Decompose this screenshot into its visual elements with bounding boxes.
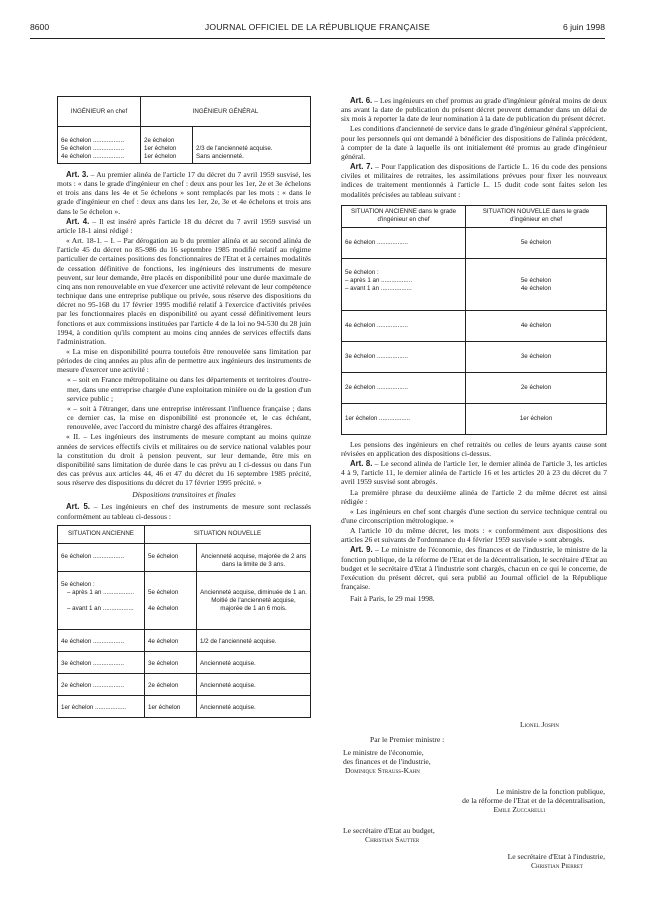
article-text: – Les ingénieurs en chef des instruments de mesure sont reclassés conformément au tableau ci-dessous :	[57, 502, 311, 521]
paragraph: « Art. 18-1. – I. – Par dérogation au b du premier alinéa et au second alinéa de l'article 45 du décret no 85-986 du 16 septembre 1985 modifié relatif au régime particulier de certaines positions des fonctionnaires de l'Etat et à certaines modalités de cessation définitive de fonctions, les ingénieurs des instruments de mesure peuvent, sur leur demande, être placés en disponibilité pour une durée maximale de cinq ans non renouvelable en vue d'exercer une activité relevant de leur compétence technique dans une entreprise publique ou privée, sous réserve des dispositions du décret no 95-168 du 17 février 1995 modifié relatif à l'exercice d'activités privées par les fonctionnaires placés en disponibilité ou ayant cessé définitivement leurs fonctions et aux commissions instituées par l'article 4 de la loi no 94-530 du 28 juin 1994, à condition qu'ils comptent au moins cinq années de services effectifs dans l'administration.	[57, 236, 311, 346]
signatory-title: Le secrétaire d'Etat à l'industrie,	[507, 852, 605, 861]
table1-new-col	[141, 127, 193, 164]
section-title: Dispositions transitoires et finales	[132, 490, 236, 500]
paragraph: La première phrase du deuxième alinéa de l'article 2 du même décret est ainsi rédigée :	[341, 487, 607, 506]
table-row	[58, 673, 311, 695]
table2-cell: 4e échelon ..................	[58, 629, 145, 651]
paragraph: Les conditions d'ancienneté de service dans le grade d'ingénieur général s'apprécient, pour les personnels qui ont demandé à bénéficier des dispositions de l'alinéa précédent, à compter de la date à laquelle ils ont initialement été promus au grade d'ingénieur général.	[341, 124, 607, 161]
table2-header-col1: SITUATION ANCIENNE	[58, 525, 145, 543]
paragraph: « – soit en France métropolitaine ou dans les départements et territoires d'outre-mer, dans une entreprise chargée d'une exploitation minière ou de la gestion d'un service public ;	[67, 375, 311, 403]
table-pensions	[341, 205, 607, 435]
table1-note-col	[193, 127, 311, 164]
signatory-title: Le ministre de la fonction publique,	[496, 787, 605, 796]
table3-cell: 2e échelon	[466, 372, 607, 403]
done-at-paris: Fait à Paris, le 29 mai 1998.	[350, 594, 435, 604]
article-text: – Il est inséré après l'article 18 du décret du 7 avril 1959 susvisé un article 18-1 ainsi rédigé :	[57, 216, 311, 235]
table3-cell: 3e échelon ..................	[342, 341, 466, 372]
table2-cell: 4e échelon	[145, 629, 197, 651]
table1-cell: 1er échelon	[144, 145, 177, 152]
article-label: Art. 8.	[350, 459, 373, 469]
table-row	[58, 571, 311, 629]
article-label: Art. 3.	[66, 170, 89, 179]
table-row	[58, 695, 311, 717]
table3-header-col1: SITUATION ANCIENNE dans le grade d'ingénieur en chef	[342, 205, 466, 227]
table1-header-col1: INGÉNIEUR en chef	[58, 97, 141, 127]
table2-line: – avant 1 an ..................	[67, 604, 134, 612]
table1-cell	[196, 137, 307, 145]
table1-cell: 4e échelon ..................	[61, 153, 124, 160]
table-row	[342, 403, 607, 434]
table1-cell: 2/3 de l'ancienneté acquise.	[196, 145, 273, 152]
table3-cell: 5e échelon	[466, 227, 607, 258]
signatory-name: Christian Sautter	[365, 835, 420, 844]
table1-cell: Sans ancienneté.	[196, 153, 244, 160]
signatory-name: Dominique Strauss-Kahn	[345, 766, 420, 775]
issue-date: 6 juin 1998	[562, 22, 605, 32]
table2-cell: 1/2 de l'ancienneté acquise.	[197, 629, 311, 651]
article-label: Art. 5.	[66, 502, 90, 512]
table3-cell: 3e échelon	[466, 341, 607, 372]
article-text: – Pour l'application des dispositions de l'article L. 16 du code des pensions civiles et militaires de retraites, les assimilations prévues pour fixer les nouveaux indices de traitement mentionnés à l'article L. 15 dudit code sont faites selon les modalités précisées au tableau suivant :	[341, 162, 607, 199]
table3-cell: 5e échelon : – après 1 an .................. – avant 1 an ..................	[342, 258, 466, 310]
table2-line: Ancienneté acquise, diminuée de 1 an.	[200, 588, 307, 596]
table3-cell: 4e échelon	[466, 310, 607, 341]
right-column	[341, 96, 607, 604]
table2-cell: 2e échelon	[145, 673, 197, 695]
table3-cell: 4e échelon ..................	[342, 310, 466, 341]
article-text: – Le second alinéa de l'article 1er, le dernier alinéa de l'article 3, les articles 4 à 9, l'article 11, le dernier alinéa de l'article 16 et les articles 20 à 23 du décret du 7 avril 1959 susvisé sont abrogés.	[341, 459, 607, 487]
article-4	[57, 217, 311, 235]
par-premier-ministre: Par le Premier ministre :	[370, 735, 445, 744]
table-row	[58, 543, 311, 571]
table-row	[342, 372, 607, 403]
table2-cell: Ancienneté acquise.	[197, 651, 311, 673]
signature-prime-minister: Lionel Jospin	[520, 720, 559, 729]
table-row	[342, 310, 607, 341]
table3-cell: 6e échelon ..................	[342, 227, 466, 258]
table2-cell: 5e échelon	[145, 543, 197, 571]
table2-line: – après 1 an ..................	[67, 588, 135, 596]
table-row	[342, 227, 607, 258]
table2-cell: 6e échelon ..................	[58, 543, 145, 571]
table1-cell: 6e échelon ..................	[61, 137, 124, 144]
table2-cell: 3e échelon	[145, 651, 197, 673]
table2-cell	[58, 571, 145, 629]
table2-line: 5e échelon :	[61, 580, 95, 588]
table2-cell	[145, 571, 197, 629]
signature-block-minister-economy	[343, 748, 431, 775]
table2-cell: 2e échelon ..................	[58, 673, 145, 695]
table2-cell	[197, 571, 311, 629]
table1-cell: 2e échelon	[144, 137, 175, 144]
paragraph: A l'article 10 du même décret, les mots : « conformément aux dispositions des articles 26 et suivants de l'ordonnance du 4 février 1959 susvisée » sont abrogés.	[341, 526, 607, 545]
left-column	[57, 96, 311, 718]
table-reclassement	[57, 525, 311, 718]
journal-title: JOURNAL OFFICIEL DE LA RÉPUBLIQUE FRANÇAISE	[204, 22, 431, 32]
article-3	[57, 170, 311, 216]
table1-header-col2: INGÉNIEUR GÉNÉRAL	[141, 97, 311, 127]
paragraph: Les pensions des ingénieurs en chef retraités ou celles de leurs ayants cause sont révisées en application des dispositions ci-dessus.	[341, 439, 607, 458]
table2-cell: Ancienneté acquise.	[197, 673, 311, 695]
article-7	[341, 162, 607, 199]
signature-block-budget	[343, 826, 435, 844]
article-text: – Le ministre de l'économie, des finances et de l'industrie, le ministre de la fonction publique, de la réforme de l'Etat et de la décentralisation, le secrétaire d'Etat au budget et le secrétaire d'Etat à l'industrie sont chargés, chacun en ce qui le concerne, de l'exécution du présent décret, qui sera publié au Journal officiel de la République française.	[341, 545, 607, 592]
table1-cell: 5e échelon ..................	[61, 145, 124, 152]
page-number: 8600	[30, 22, 50, 32]
signature-block-minister-fonction-publique	[370, 787, 605, 814]
table2-cell: 1er échelon	[145, 695, 197, 717]
table3-cell: 1er échelon	[466, 403, 607, 434]
article-text: – Les ingénieurs en chef promus au grade d'ingénieur général moins de deux ans avant la date de publication du présent décret peuvent demander dans un délai de six mois à reporter la date de leur nomination à la date de publication du présent décret.	[341, 96, 607, 124]
table3-cell: 5e échelon 4e échelon	[466, 258, 607, 310]
table2-line: 5e échelon	[148, 588, 179, 596]
article-label: Art. 4.	[66, 216, 90, 226]
article-text: – Au premier alinéa de l'article 17 du décret du 7 avril 1959 susvisé, les mots : « dans le grade d'ingénieur en chef : deux ans pour les 1er, 2e et 3e échelons et trois ans dans les 4e et 5e échelons » sont remplacés par les mots : « dans le grade d'ingénieur en chef : deux ans dans les 1er, 2e, 3e et 4e échelons et trois ans dans le 5e échelon ».	[57, 170, 311, 216]
page-header	[30, 22, 605, 36]
table1-old-col	[58, 127, 141, 164]
paragraph: « – soit à l'étranger, dans une entreprise intéressant l'influence française ; dans ce dernier cas, la mise en disponibilité est prononcée et, le cas échéant, renouvelée, avec l'accord du ministre chargé des affaires étrangères.	[67, 403, 311, 432]
article-5	[57, 502, 311, 520]
table2-cell: Ancienneté acquise, majorée de 2 ans dans la limite de 3 ans.	[197, 543, 311, 571]
paragraph: « II. – Les ingénieurs des instruments de mesure comptant au moins quinze années de services effectifs civils et militaires ou de service national valables pour la constitution du droit à pension peuvent, sur leur demande, être mis en disponibilité sans limitation de durée dans le cas prévu au I ci-dessus ou dans l'un des cas prévus aux articles 44, 46 et 47 du décret du 16 septembre 1985 précité, sous réserve des dispositions du décret du 17 février 1995 précité. »	[57, 432, 311, 488]
article-8	[341, 459, 607, 486]
paragraph: « La mise en disponibilité pourra toutefois être renouvelée sans limitation par périodes de cinq années au plus afin de permettre aux ingénieurs des instruments de mesure d'exercer une activité :	[57, 346, 311, 375]
signatory-title: Le ministre de l'économie,	[343, 748, 424, 757]
signatory-name: Christian Pierret	[530, 861, 583, 870]
table-ingenieur-general	[57, 96, 311, 164]
table2-header-col2: SITUATION NOUVELLE	[145, 525, 311, 543]
table3-cell: 2e échelon ..................	[342, 372, 466, 403]
paragraph: « Les ingénieurs en chef sont chargés d'une section du service technique central ou d'une circonscription métrologique. »	[341, 506, 607, 525]
table1-cell: 1er échelon	[144, 153, 177, 160]
table2-line: 4e échelon	[148, 604, 179, 612]
table3-header-col2: SITUATION NOUVELLE dans le grade d'ingénieur en chef	[466, 205, 607, 227]
signatory-title: des finances et de l'industrie,	[343, 757, 431, 766]
table3-cell: 1er échelon ..................	[342, 403, 466, 434]
signatory-name: Emile Zuccarelli	[493, 805, 545, 814]
signatory-title: Le secrétaire d'Etat au budget,	[343, 826, 435, 835]
table2-cell: 1er échelon ..................	[58, 695, 145, 717]
table-row	[58, 651, 311, 673]
article-9	[341, 545, 607, 591]
table2-line: Moitié de l'ancienneté acquise, majorée de 1 an 6 mois.	[211, 596, 296, 612]
table-row	[342, 341, 607, 372]
table-row	[342, 258, 607, 310]
table-row	[58, 629, 311, 651]
article-6	[341, 96, 607, 123]
header-rule	[30, 38, 605, 39]
article-label: Art. 6.	[350, 96, 373, 105]
article-label: Art. 7.	[350, 162, 373, 172]
table2-cell: 3e échelon ..................	[58, 651, 145, 673]
table2-cell: Ancienneté acquise.	[197, 695, 311, 717]
article-label: Art. 9.	[350, 545, 373, 555]
signatory-title: de la réforme de l'Etat et de la décentralisation,	[462, 796, 605, 805]
signature-block-industrie	[440, 852, 605, 870]
